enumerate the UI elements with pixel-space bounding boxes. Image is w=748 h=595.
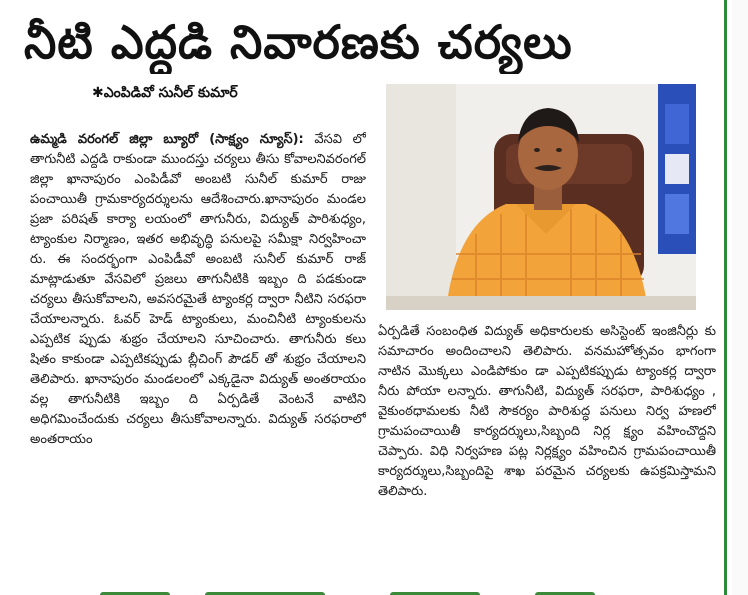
column-divider-rule (724, 0, 727, 595)
officer-photo-illustration (386, 84, 696, 310)
previous-article-cutoff-text (20, 0, 710, 8)
byline: ✱ఎంపిడివో సునీల్ కుమార్ (92, 85, 238, 101)
right-column-text: ఏర్పడితే సంబంధిత విద్యుత్ అధికారులకు అసిస్టెంట్ ఇంజినీర్లు కు సమాచారం అందించాలని తెలిపారు. వనమహోత్సవం భాగంగా నాటిన మొక్కలు ఎండిపోకుం డా ఎప్పటికప్పుడు ట్యాంకర్ల ద్వారా నీరు పోయా లన్నారు. తాగునీటి, విద్యుత్ సరఫరా, పారిశుధ్యం , వైకుంఠధామలకు నీటి సౌకర్యం పారిశుద్ధ పనులు నిర్వ హణలో గ్రామపంచాయితీ కార్యదర్శులు,సిబ్బంది నిర్ల క్ష్యం వహించొద్దని చెప్పారు. విధి నిర్వహణ పట్ల నిర్లక్ష్యం వహించిన గ్రామపంచాయితీ కార్యదర్శులు,సిబ్బందిపై శాఖ పరమైన చర్యలకు ఉపక్రమిస్తామని తెలిపారు. (378, 324, 716, 499)
page-edge (732, 0, 748, 595)
next-article-cutoff (60, 583, 720, 595)
headline: నీటి ఎద్దడి నివారణకు చర్యలు (24, 15, 573, 69)
dateline: ఉమ్మడి వరంగల్ జిల్లా బ్యూరో (సాక్ష్యం న్యూస్): (30, 132, 304, 147)
article-body-right-column (378, 322, 716, 580)
left-column-text: వేసవి లో తాగునీటి ఎద్దడి రాకుండా ముందస్తు చర్యలు తీసు కోవాలనివరంగల్ జిల్లా ఖానాపురం ఎంపిడీవో అంబటి సునీల్ కుమార్ రాజు పంచాయితీ గ్రామకార్యదర్శులను ఆదేశించారు.ఖానాపురం మండల ప్రజా పరిషత్ కార్యా లయంలో తాగునీరు, విద్యుత్ పారిశుధ్యం, ట్యాంకుల నిర్మాణం, ఇతర అభివృద్ధి పనులపై సమీక్షా నిర్వహించా రు. ఈ సందర్భంగా ఎంపిడీవో అంబటి సునీల్ కుమార్ రాజ్ మాట్లాడుతూ వేసవిలో ప్రజలు తాగునీటికి ఇబ్బం ది పడకుండా చర్యలు తీసుకోవాలని, అవసరమైతే ట్యాంకర్ల ద్వారా నీటిని సరఫరా చేయాలన్నారు. ఓవర్ హెడ్ ట్యాంకులు, మంచినీటి ట్యాంకులను ఎప్పటిక ప్పుడు శుభ్రం చేయాలని సూచించారు. తాగునీరు కలు షితం కాకుండా ఎప్పటికప్పుడు బ్లీచింగ్ పౌడర్ తో శుభ్రం చేయాలని తెలిపారు. ఖానాపురం మండలంలో ఎక్కడైనా విద్యుత్ అంతరాయం వల్ల తాగునీటికి ఇబ్బం ది ఏర్పడితే వెంటనే వాటిని అధిగమించేందుకు చర్యలు తీసుకోవాలన్నారు. విద్యుత్ సరఫరాలో అంతరాయం (30, 132, 366, 447)
officer-photo (386, 84, 696, 310)
article-body-left-column (30, 130, 366, 580)
